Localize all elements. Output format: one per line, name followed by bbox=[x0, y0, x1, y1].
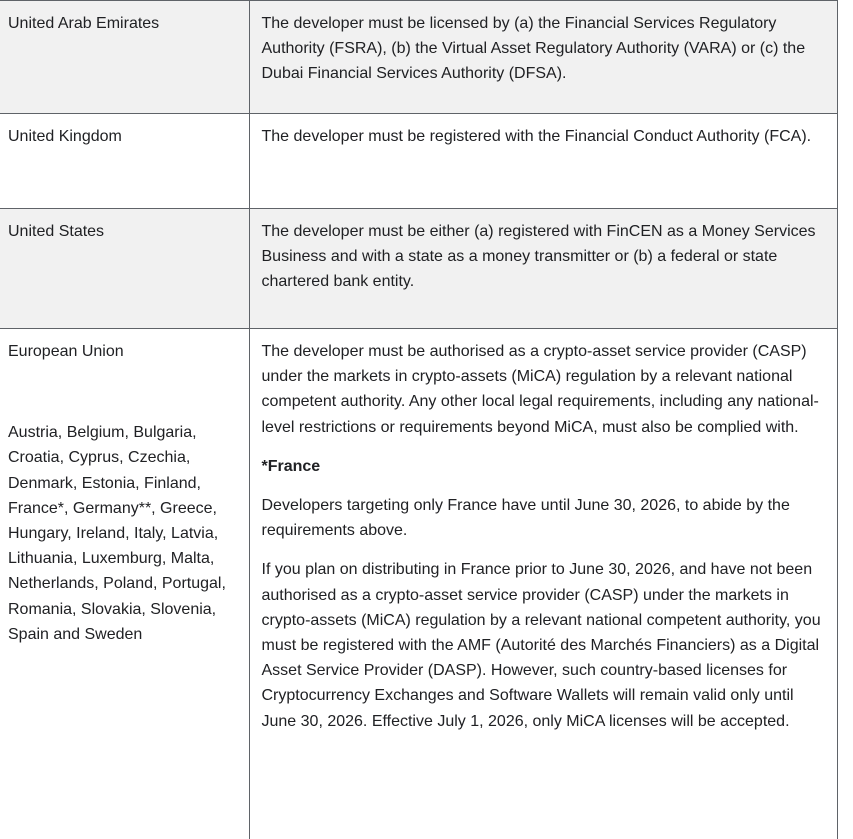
requirement-cell bbox=[249, 114, 837, 209]
country-cell: United States bbox=[0, 209, 249, 329]
table-row bbox=[0, 114, 837, 209]
country-cell: United Kingdom bbox=[0, 114, 249, 209]
requirement-text: The developer must be registered with the Financial Conduct Authority (FCA). bbox=[262, 124, 827, 149]
country-cell bbox=[0, 329, 249, 839]
country-cell: United Arab Emirates bbox=[0, 1, 249, 114]
requirement-cell bbox=[249, 329, 837, 839]
france-paragraph: Developers targeting only France have until June 30, 2026, to abide by the requirements above. bbox=[262, 493, 827, 543]
table-row bbox=[0, 1, 837, 114]
table-row bbox=[0, 209, 837, 329]
region-name: European Union bbox=[8, 339, 245, 364]
requirement-cell bbox=[249, 209, 837, 329]
requirement-text: The developer must be either (a) registered with FinCEN as a Money Services Business and with a state as a money transmitter or (b) a federal or state chartered bank entity. bbox=[262, 219, 827, 295]
table-row bbox=[0, 329, 837, 839]
france-paragraph: If you plan on distributing in France prior to June 30, 2026, and have not been authorised as a crypto-asset service provider (CASP) under the markets in crypto-assets (MiCA) regulation by a relevant national competent authority, you must be registered with the AMF (Autorité des Marchés Financiers) as a Digital Asset Service Provider (DASP). However, such country-based licenses for Cryptocurrency Exchanges and Software Wallets will remain valid only until June 30, 2026. Effective July 1, 2026, only MiCA licenses will be accepted. bbox=[262, 557, 827, 733]
member-states-list: Austria, Belgium, Bulgaria, Croatia, Cyprus, Czechia, Denmark, Estonia, Finland, France*, Germany**, Greece, Hungary, Ireland, Italy, Latvia, Lithuania, Luxemburg, Malta, Netherlands, Poland, Portugal, Romania, Slovakia, Slovenia, Spain and Sweden bbox=[8, 420, 245, 647]
requirement-cell bbox=[249, 1, 837, 114]
france-heading: *France bbox=[262, 454, 827, 479]
requirement-text: The developer must be licensed by (a) the Financial Services Regulatory Authority (FSRA), (b) the Virtual Asset Regulatory Authority (VARA) or (c) the Dubai Financial Services Authority (DFSA). bbox=[262, 11, 827, 87]
requirement-text: The developer must be authorised as a crypto-asset service provider (CASP) under the markets in crypto-assets (MiCA) regulation by a relevant national competent authority. Any other local legal requirements, including any national-level restrictions or requirements beyond MiCA, must also be complied with. bbox=[262, 339, 827, 440]
